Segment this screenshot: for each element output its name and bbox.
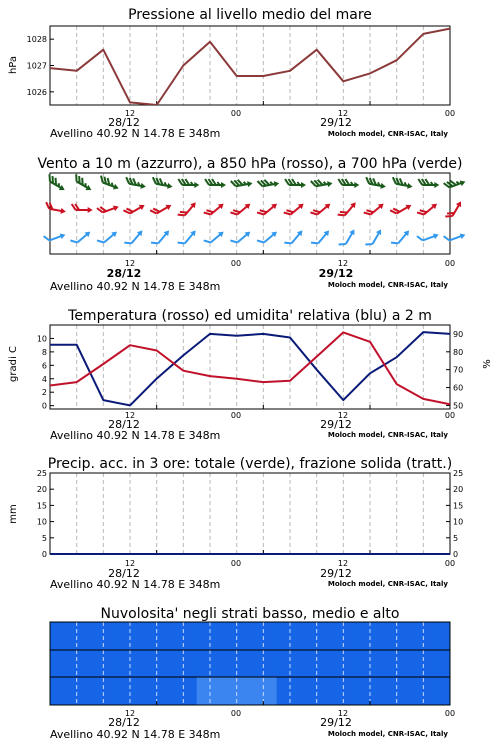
xtick-label: 12 [337,709,349,718]
wind-barb [390,200,413,218]
wind-barb [338,198,358,220]
wind-barb [364,199,386,219]
location-label: Avellino 40.92 N 14.78 E 348m [50,728,221,741]
barb-head [247,180,253,187]
wind-barb [204,199,226,219]
wind-barb [391,177,413,190]
precip-xticks [108,559,455,580]
credit-label: Moloch model, CNR-ISAC, Italy [327,580,448,588]
cloud-cell [50,677,64,705]
ytick-label: 10 [36,334,47,344]
ytick-label: 5 [41,533,47,543]
date-label: 29/12 [320,716,352,729]
barb-shaft [424,206,435,215]
xtick-label: 12 [337,109,349,118]
wind-barb [417,229,440,245]
ytick-label: 8 [41,347,47,357]
wind-barb [98,176,121,192]
barb-head [376,228,384,235]
ytick-label: 0 [41,550,47,559]
wind-barb [151,177,173,190]
ytick-label: 10 [453,517,464,527]
ytick-label: 1028 [26,35,47,45]
barb-head [405,202,412,210]
barb-head [380,183,386,190]
ytick-label: 1026 [26,87,47,97]
date-label: 29/12 [318,267,354,280]
ytick-label: 20 [36,485,47,495]
location-label: Avellino 40.92 N 14.78 E 348m [50,280,221,293]
wind-barb [124,226,144,248]
precip-title: Precip. acc. in 3 ore: totale (verde), frazione solida (tratt.) [47,456,453,472]
barb-shaft [318,233,327,244]
wind-barb [257,177,279,190]
temp-rh-xticks [108,411,455,431]
humidity-line [50,332,450,405]
wind-barb [257,199,279,219]
wind-barb [72,204,93,213]
xtick-label: 00 [444,559,456,568]
cloud-cell [437,650,451,677]
barb-shaft [292,233,301,244]
ytick-label: 10 [36,517,47,527]
location-label: Avellino 40.92 N 14.78 E 348m [50,578,221,591]
wind-barb [125,177,147,190]
wind-barb [178,179,199,188]
barb-shaft [185,205,194,216]
wind-barb [339,226,357,249]
xtick-label: 12 [124,709,136,718]
barb-shaft [345,205,354,216]
barb-shaft [49,209,63,211]
date-label: 28/12 [108,418,140,431]
pressure-title: Pressione al livello medio del mare [128,7,372,23]
barb-head [407,183,413,190]
ytick-label: 25 [453,469,464,478]
cloud-xticks [108,709,455,729]
barb-head [165,202,172,210]
wind-barb [284,199,306,219]
rh-yticks [446,330,463,410]
precip-yticks-right [446,469,463,559]
temp-rh-title: Temperatura (rosso) ed umidita' relativa (blu) a 2 m [68,308,432,324]
precip-grid [77,473,424,554]
temperature-line [50,332,450,404]
wind-barb [284,226,304,248]
ytick-label: 15 [453,501,464,511]
barb-head [349,228,357,235]
wind-barb [97,227,119,247]
ytick-label: 20 [453,485,464,495]
barb-shaft [237,234,248,243]
barb-shaft [157,207,169,214]
barb-head [301,182,306,188]
wind-barb [365,226,383,249]
wind-barb [123,200,146,218]
temp-yticks [37,334,54,410]
wind-title: Vento a 10 m (azzurro), a 850 hPa (rosso), a 700 hPa (verde) [37,156,463,172]
cloud-title: Nuvolosita' negli strati basso, medio e alto [100,606,400,622]
ytick-label: 6 [41,361,47,371]
xtick-label: 00 [444,109,456,118]
wind-barb [338,179,359,188]
ytick-label: 2 [41,388,47,398]
barb-shaft [397,207,409,214]
wind-barb [205,179,226,188]
barb-head [327,180,333,187]
xtick-label: 12 [124,109,136,118]
barb-shaft [423,236,436,241]
barb-head [113,184,120,191]
xtick-label: 00 [444,411,456,420]
temp-rh-panel [8,308,493,442]
wind-barb [70,227,92,247]
barb-head [60,232,67,239]
wind-barb [310,199,332,219]
xtick-label: 00 [230,709,242,718]
precip-ylabel: mm [8,504,19,524]
wind-barb [230,199,252,219]
barb-head [274,180,280,187]
ytick-label: 90 [453,329,464,339]
xtick-label: 00 [444,709,456,718]
barb-head [88,207,93,213]
barb-head [194,182,199,188]
wind-barb [178,226,198,248]
pressure-xticks [108,109,455,129]
barb-head [433,232,440,239]
cloud-cell [437,677,451,705]
cloud-cell [50,650,64,677]
wind-barb [444,229,467,245]
barb-head [140,183,146,190]
ytick-label: 25 [36,469,47,478]
barb-feather [444,235,450,242]
barb-shaft [185,233,194,244]
credit-label: Moloch model, CNR-ISAC, Italy [327,431,448,439]
barb-head [60,208,66,215]
ytick-label: 0 [41,401,47,411]
date-label: 28/12 [108,116,140,129]
barb-shaft [130,207,142,214]
barb-head [354,182,359,188]
barb-head [460,179,467,186]
pressure-frame [50,26,450,105]
barb-head [139,202,146,210]
barb-shaft [264,234,275,243]
cloud-panel [50,606,455,741]
credit-label: Moloch model, CNR-ISAC, Italy [327,281,448,289]
ytick-label: 80 [453,347,464,357]
precip-yticks [37,469,54,559]
wind-barb [97,201,120,217]
wind-barb [391,226,411,248]
temp-ylabel: gradi C [8,346,19,382]
wind-barb [204,227,226,247]
wind-barb [230,227,252,247]
wind-barb [257,227,279,247]
barb-head [167,183,173,190]
xtick-label: 00 [444,259,456,268]
barb-head [221,182,226,188]
barb-feather [417,235,423,242]
temp-rh-grid [77,325,424,409]
wind-barb [418,179,439,188]
pressure-grid [77,26,424,105]
wind-barb [151,226,171,248]
wind-barb [178,198,198,220]
ytick-label: 0 [453,550,459,559]
date-label: 29/12 [320,418,352,431]
ytick-label: 1027 [26,61,47,71]
wind-barb [417,199,439,219]
barb-feather [44,235,50,242]
temp-rh-series [50,332,450,405]
barb-shaft [158,233,167,244]
barb-shaft [291,206,302,215]
barb-shaft [373,232,380,244]
wind-barb [444,176,467,192]
wind-panel [37,156,466,293]
wind-barb [445,198,463,221]
barb-shaft [77,234,88,243]
wind-xticks [107,259,455,280]
barb-shaft [371,206,382,215]
pressure-ylabel: hPa [8,55,19,75]
rh-ylabel: % [482,359,493,369]
xtick-label: 00 [230,411,242,420]
barb-shaft [449,236,462,241]
date-label: 28/12 [108,567,140,580]
barb-shaft [211,234,222,243]
ytick-label: 5 [453,533,459,543]
xtick-label: 00 [230,109,242,118]
xtick-label: 12 [124,259,136,268]
ytick-label: 70 [453,365,464,375]
barb-feather [339,241,346,247]
barb-shaft [346,232,353,244]
barb-head [456,200,464,207]
date-label: 28/12 [106,267,142,280]
barb-shaft [398,233,407,244]
credit-label: Moloch model, CNR-ISAC, Italy [327,730,448,738]
ytick-label: 15 [36,501,47,511]
wind-barb [365,177,387,190]
barb-shaft [49,236,62,241]
barb-head [460,232,467,239]
xtick-label: 12 [337,259,349,268]
barb-shaft [317,206,328,215]
xtick-label: 12 [124,559,136,568]
precip-panel [8,456,463,591]
wind-barb [231,177,253,190]
date-label: 28/12 [108,716,140,729]
credit-label: Moloch model, CNR-ISAC, Italy [327,130,448,138]
barb-head [113,204,120,211]
temp-rh-frame [50,325,450,409]
precip-frame [50,473,450,554]
date-label: 29/12 [320,116,352,129]
pressure-panel [8,7,455,140]
wind-barbs [44,174,467,249]
location-label: Avellino 40.92 N 14.78 E 348m [50,127,221,140]
barb-shaft [453,204,460,216]
date-label: 29/12 [320,567,352,580]
xtick-label: 12 [337,411,349,420]
cloud-cells [50,622,451,705]
xtick-label: 00 [230,259,242,268]
wind-barb [45,202,67,215]
barb-shaft [237,206,248,215]
barb-shaft [264,206,275,215]
pressure-series [50,29,450,105]
barb-shaft [211,206,222,215]
barb-feather [365,241,372,247]
xtick-label: 12 [337,559,349,568]
wind-barb [150,200,173,218]
pressure-line [50,29,450,105]
wind-barb [311,177,333,190]
cloud-cell [437,622,451,650]
ytick-label: 4 [41,374,47,384]
barb-shaft [132,233,141,244]
wind-barb [285,179,306,188]
barb-head [434,182,439,188]
wind-barb [45,174,68,192]
cloud-cell [50,622,64,650]
xtick-label: 12 [124,411,136,420]
ytick-label: 50 [453,401,464,411]
wind-barb [72,174,95,192]
barb-shaft [104,234,115,243]
wind-barb [44,229,67,245]
ytick-label: 60 [453,383,464,393]
xtick-label: 00 [230,559,242,568]
location-label: Avellino 40.92 N 14.78 E 348m [50,429,221,442]
wind-barb [311,226,331,248]
